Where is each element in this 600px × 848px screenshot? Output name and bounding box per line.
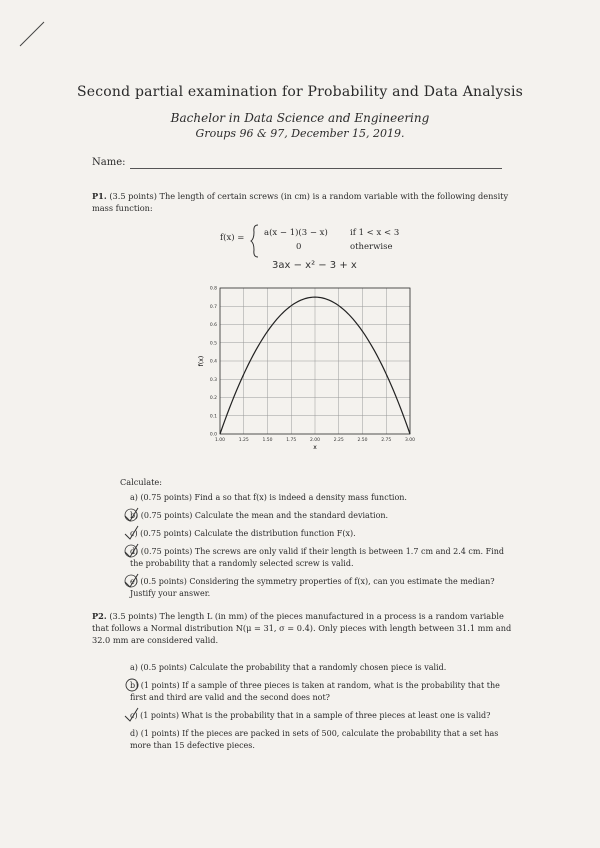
density-case-1: a(x − 1)(3 − x) [264, 228, 328, 238]
p2-intro-text: (3.5 points) The length L (in mm) of the pieces manufactured in a process is a random variable that follows a Normal distribution N(μ = 31, σ = 0.4). Only pieces with length between 31.1 mm and 32.0 mm are considered valid. [92, 611, 512, 645]
pen-stroke-mark [18, 18, 48, 48]
y-tick-label: 0.2 [209, 396, 217, 401]
p2-item-b-label: b) [130, 681, 139, 690]
name-label: Name: [92, 157, 126, 168]
p1-item-b-text: (0.75 points) Calculate the mean and the standard deviation. [140, 511, 389, 520]
check-mark-e-icon [122, 572, 140, 590]
y-tick-label: 0.3 [209, 377, 217, 383]
x-tick-label: 3.00 [404, 438, 416, 443]
brace-icon [250, 224, 260, 258]
p1-item-b-label: b) [130, 511, 139, 520]
chart-grid [220, 288, 410, 434]
p1-item-e-label: e) [130, 577, 138, 586]
x-tick-label: 1.25 [238, 438, 249, 443]
x-tick-label: 2.75 [381, 438, 392, 443]
y-tick-label: 0.6 [209, 323, 217, 328]
check-mark-b-icon [122, 506, 140, 524]
x-tick-label: 1.75 [286, 438, 297, 443]
p1-item-a-text: (0.75 points) Find a so that f(x) is indeed a density mass function. [140, 493, 407, 502]
x-tick-label: 1.00 [214, 438, 226, 443]
p2-item-c-text: (1 points) What is the probability that in a sample of three pieces at least one is valid? [140, 711, 491, 720]
p2-item-d-label: d) [130, 729, 139, 738]
density-case-2: 0 [296, 242, 302, 252]
p1-item-c [130, 528, 510, 540]
p2-item-b [130, 680, 510, 704]
handwritten-expansion: 3ax − x² − 3 + x [272, 260, 357, 271]
density-formula-lhs: f(x) = [220, 233, 245, 243]
calculate-label: Calculate: [120, 477, 163, 487]
y-tick-label: 0.1 [209, 414, 217, 420]
x-tick-label: 2.25 [333, 438, 344, 443]
p1-item-a-label: a) [130, 493, 138, 502]
p1-item-c-text: (0.75 points) Calculate the distribution function F(x). [140, 529, 356, 538]
p1-intro-text: (3.5 points) The length of certain screws (in cm) is a random variable with the following density mass function: [92, 191, 509, 213]
y-tick-label: 0.0 [209, 432, 217, 438]
x-tick-label: 2.00 [309, 438, 321, 443]
chart-y-label: f(x) [198, 355, 205, 367]
p2-item-d-text: (1 points) If the pieces are packed in sets of 500, calculate the probability that a set has more than 15 defective pieces. [130, 729, 499, 750]
p1-item-a [130, 492, 510, 504]
p2-item-c-label: c) [130, 711, 138, 720]
check-mark-p2c-icon [122, 706, 140, 724]
exam-groups-date: Groups 96 & 97, December 15, 2019. [195, 127, 405, 140]
check-mark-c-icon [122, 524, 140, 542]
p1-item-b [130, 510, 510, 522]
p2-item-c [130, 710, 510, 722]
x-tick-label: 2.50 [357, 438, 368, 443]
p1-item-d-label: d) [130, 547, 139, 556]
p2-item-a [130, 662, 510, 674]
p2-intro [92, 610, 512, 646]
p1-item-c-label: c) [130, 529, 138, 538]
p1-item-d-text: (0.75 points) The screws are only valid if their length is between 1.7 cm and 2.4 cm. Find the probability that a randomly selected screw is valid. [130, 547, 504, 568]
p1-item-d [130, 546, 510, 570]
density-cond-1: if 1 < x < 3 [350, 228, 400, 238]
y-tick-label: 0.7 [209, 304, 217, 310]
name-field-line[interactable] [130, 168, 502, 169]
density-chart [196, 282, 422, 454]
chart-x-label: x [313, 444, 317, 451]
p2-item-b-text: (1 points) If a sample of three pieces is taken at random, what is the probability that the first and third are valid and the second does not? [130, 681, 500, 702]
p1-item-e-text: (0.5 points) Considering the symmetry properties of f(x), can you estimate the median? Justify your answer. [130, 577, 495, 598]
p2-number: P2. [92, 611, 107, 621]
x-tick-label: 1.50 [262, 438, 273, 443]
y-tick-label: 0.5 [209, 341, 217, 347]
exam-subtitle: Bachelor in Data Science and Engineering [170, 111, 430, 125]
y-tick-label: 0.4 [209, 359, 217, 365]
p1-number: P1. [92, 191, 107, 201]
p2-item-a-label: a) [130, 663, 138, 672]
circle-mark-p2b-icon [124, 677, 140, 693]
p1-intro [92, 190, 512, 214]
check-mark-d-icon [122, 542, 140, 560]
density-cond-2: otherwise [350, 242, 393, 252]
chart-ticks [210, 286, 415, 444]
y-tick-label: 0.8 [209, 286, 217, 292]
p1-item-e [130, 576, 510, 600]
p2-item-a-text: (0.5 points) Calculate the probability that a randomly chosen piece is valid. [140, 663, 447, 672]
p2-item-d [130, 728, 510, 752]
exam-title: Second partial examination for Probability and Data Analysis [76, 84, 524, 100]
